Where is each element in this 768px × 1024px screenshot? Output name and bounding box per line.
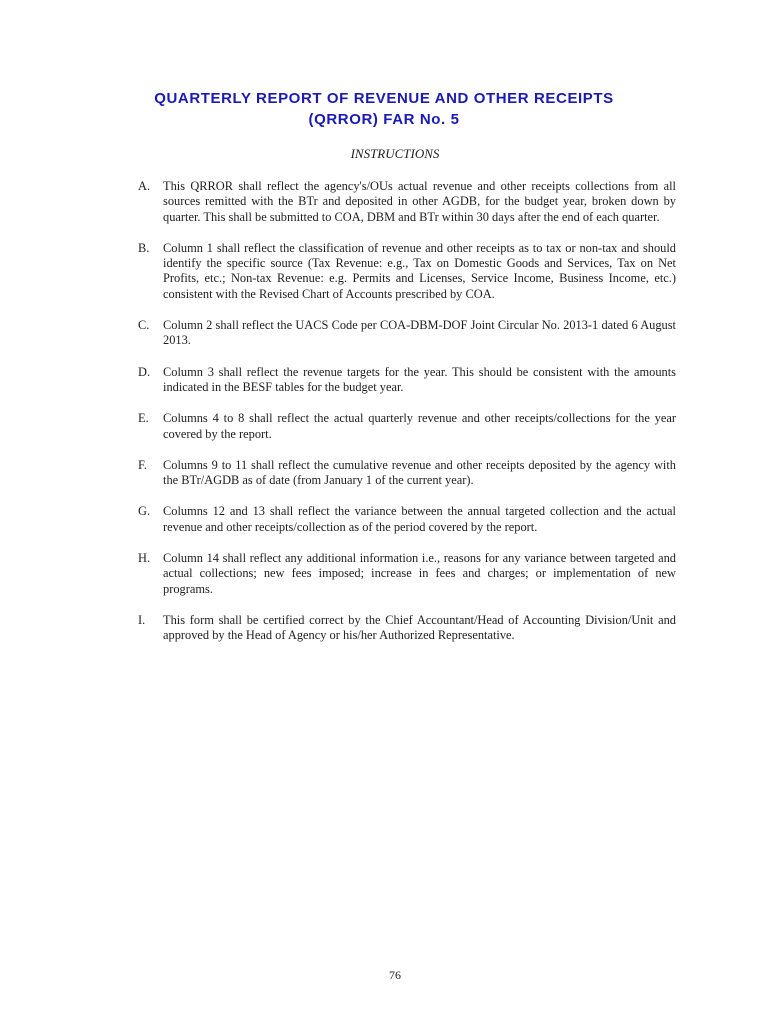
instruction-letter: E.: [138, 411, 149, 426]
instruction-letter: G.: [138, 504, 151, 519]
instruction-item-c: [138, 318, 676, 349]
instruction-item-b: [138, 241, 676, 302]
report-title: [0, 88, 768, 130]
page-number: 76: [389, 968, 401, 982]
instruction-item-h: [138, 551, 676, 597]
instruction-item-e: [138, 411, 676, 442]
instruction-letter: A.: [138, 179, 151, 193]
instruction-text: Column 3 shall reflect the revenue targets for the year. This should be consistent with the amounts indicated in the BESF tables for the budget year.: [163, 364, 676, 394]
instruction-letter: C.: [138, 318, 150, 333]
instruction-item-g: [138, 504, 676, 535]
report-title-line-2: (QRROR) FAR No. 5: [308, 111, 460, 128]
report-title-line-1: QUARTERLY REPORT OF REVENUE AND OTHER RECEIPTS: [154, 90, 614, 107]
instruction-item-a: [138, 179, 676, 225]
instruction-letter: D.: [138, 364, 151, 379]
instruction-text: This form shall be certified correct by the Chief Accountant/Head of Accounting Division/Unit and approved by the Head of Agency or his/her Authorized Representative.: [163, 612, 676, 643]
instruction-text: Column 2 shall reflect the UACS Code per COA-DBM-DOF Joint Circular No. 2013-1 dated 6 August 2013.: [163, 318, 676, 348]
instruction-letter: F.: [138, 457, 147, 472]
instructions-heading: INSTRUCTIONS: [350, 146, 440, 161]
instruction-letter: I.: [138, 612, 146, 627]
instruction-letter: B.: [138, 240, 150, 255]
instruction-item-d: [138, 365, 676, 396]
instruction-text: Columns 9 to 11 shall reflect the cumulative revenue and other receipts deposited by the agency with the BTr/AGDB as of date (from January 1 of the current year).: [163, 457, 676, 488]
instruction-text: Columns 12 and 13 shall reflect the variance between the annual targeted collection and the actual revenue and other receipts/collection as of the period covered by the report.: [163, 504, 676, 534]
instruction-item-i: [138, 613, 676, 644]
instruction-text: Column 14 shall reflect any additional information i.e., reasons for any variance between targeted and actual collections; new fees imposed; increase in fees and charges; or implementation of new programs.: [163, 551, 676, 596]
instruction-item-f: [138, 458, 676, 489]
instruction-letter: H.: [138, 551, 151, 566]
instruction-text: This QRROR shall reflect the agency's/OUs actual revenue and other receipts collections from all sources remitted with the BTr and deposited in other AGDB, for the budget year, broken down by quarter. This shall be submitted to COA, DBM and BTr within 30 days after the end of each quarter.: [163, 179, 676, 224]
instructions-list: [138, 179, 676, 660]
instruction-text: Columns 4 to 8 shall reflect the actual quarterly revenue and other receipts/collections for the year covered by the report.: [163, 411, 676, 441]
instruction-text: Column 1 shall reflect the classification of revenue and other receipts as to tax or non-tax and should identify the specific source (Tax Revenue: e.g., Tax on Domestic Goods and Services, Tax on Net Profits, etc.; Non-tax Revenue: e.g. Permits and Licenses, Service Income, Business Income, etc.) consistent with the Revised Chart of Accounts prescribed by COA.: [163, 240, 676, 301]
